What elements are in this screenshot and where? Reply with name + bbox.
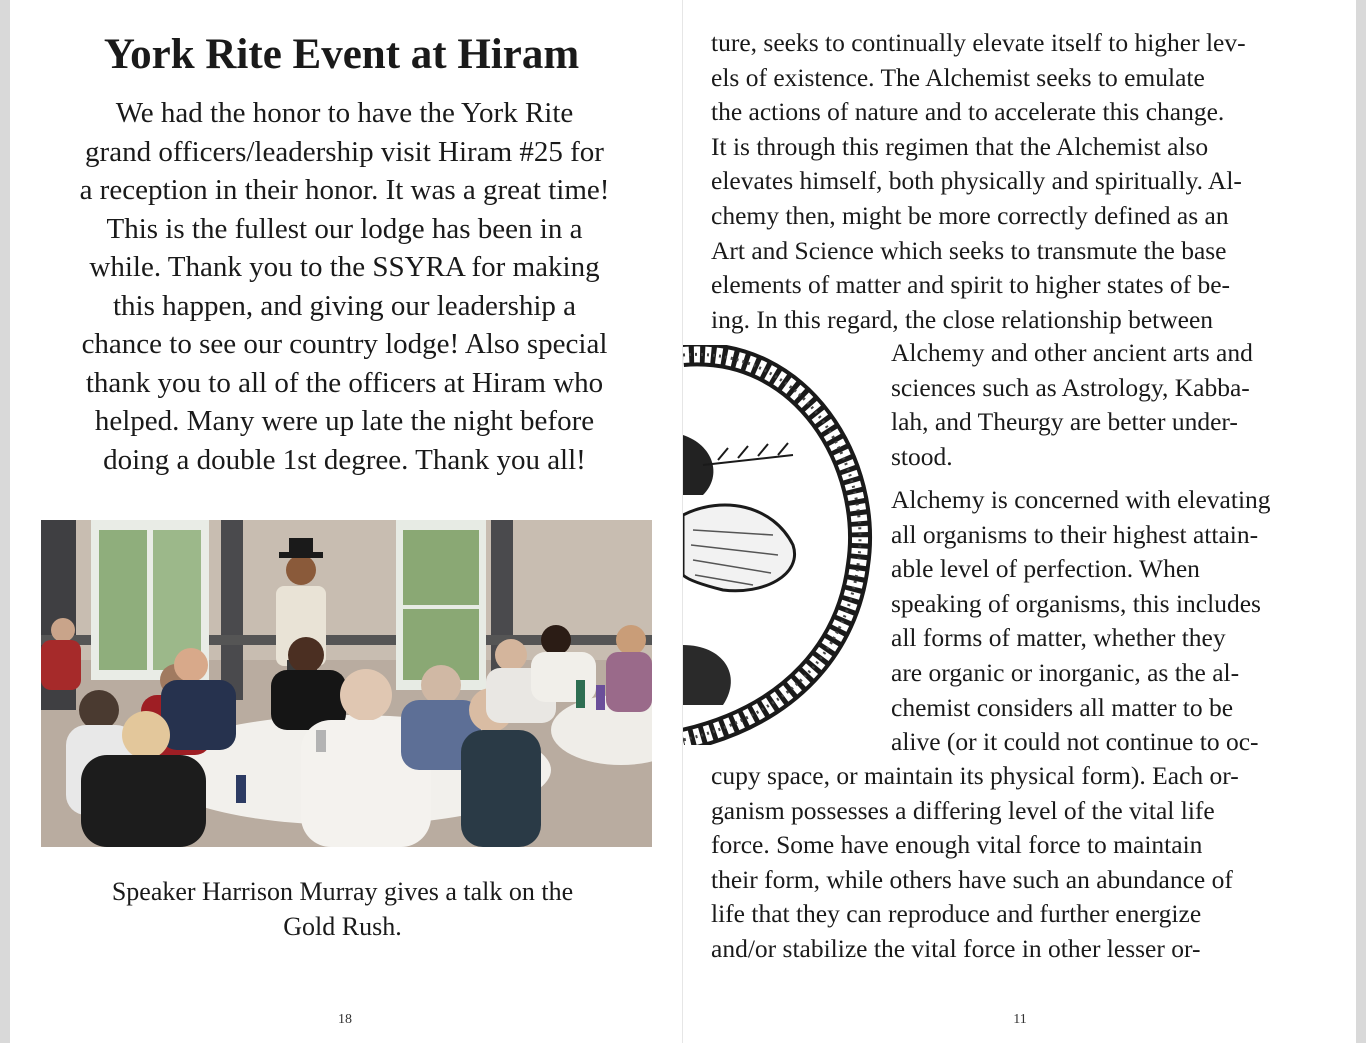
intro-line: helped. Many were up late the night before [94,405,595,437]
intro-line: grand officers/leadership visit Hiram #25 for [85,135,604,168]
text-line: life that they can reproduce and further energize [711,899,1202,929]
article-text-top [711,26,1246,337]
text-line: stood. [891,441,953,471]
article-intro [32,94,657,479]
intro-line: while. Thank you to the SSYRA for making [89,251,600,283]
text-line: all forms of matter, whether they [891,623,1226,653]
text-line: the actions of nature and to accelerate this change. [711,97,1225,127]
text-line: ture, seeks to continually elevate itself to higher lev- [711,28,1246,57]
intro-line: We had the honor to have the York Rite [115,97,574,129]
page-number: 11 [1013,1012,1027,1027]
text-line: els of existence. The Alchemist seeks to emulate [711,62,1205,92]
right-page [683,0,1356,1043]
article-text-side-2 [891,483,1271,760]
text-line: Art and Science which seeks to transmute the base [711,235,1227,265]
text-line: lah, and Theurgy are better under- [891,407,1238,437]
text-line: sciences such as Astrology, Kabba- [891,372,1250,402]
text-line: are organic or inorganic, as the al- [891,657,1240,687]
text-line: all organisms to their highest attain- [891,519,1259,549]
text-line: and/or stabilize the vital force in other lesser or- [711,933,1201,963]
text-line: Alchemy is concerned with elevating [891,485,1271,514]
text-line: chemist considers all matter to be [891,692,1234,722]
text-line: ganism possesses a differing level of the vital life [711,795,1215,825]
text-line: Alchemy and other ancient arts and [891,338,1253,367]
text-line: chemy then, might be more correctly defined as an [711,200,1229,230]
text-line: ing. In this regard, the close relationship between [711,304,1214,334]
text-line: able level of perfection. When [891,554,1200,584]
text-line: elements of matter and spirit to higher states of be- [711,270,1231,300]
alchemical-engraving [683,345,883,745]
article-text-side-1 [891,336,1253,474]
caption-line: Gold Rush. [283,912,402,941]
left-page [10,0,683,1043]
text-line: speaking of organisms, this includes [891,588,1261,618]
photo-caption [40,874,645,944]
text-line: It is through this regimen that the Alchemist also [711,131,1209,161]
page-number: 18 [338,1012,352,1027]
article-text-bottom [711,759,1239,967]
text-line: alive (or it could not continue to oc- [891,727,1259,757]
article-title: York Rite Event at Hiram [103,31,580,78]
intro-line: This is the fullest our lodge has been in a [106,212,583,245]
intro-line: doing a double 1st degree. Thank you all! [103,443,586,476]
text-line: force. Some have enough vital force to maintain [711,830,1203,860]
text-line: their form, while others have such an abundance of [711,864,1233,894]
event-photo [41,520,652,847]
intro-line: chance to see our country lodge! Also special [81,328,608,360]
caption-line: Speaker Harrison Murray gives a talk on the [111,877,574,906]
text-line: cupy space, or maintain its physical form). Each or- [711,761,1239,790]
intro-line: a reception in their honor. It was a great time! [79,174,610,206]
intro-line: thank you to all of the officers at Hiram who [85,366,604,399]
intro-line: this happen, and giving our leadership a [112,289,577,322]
text-line: elevates himself, both physically and spiritually. Al- [711,166,1242,196]
